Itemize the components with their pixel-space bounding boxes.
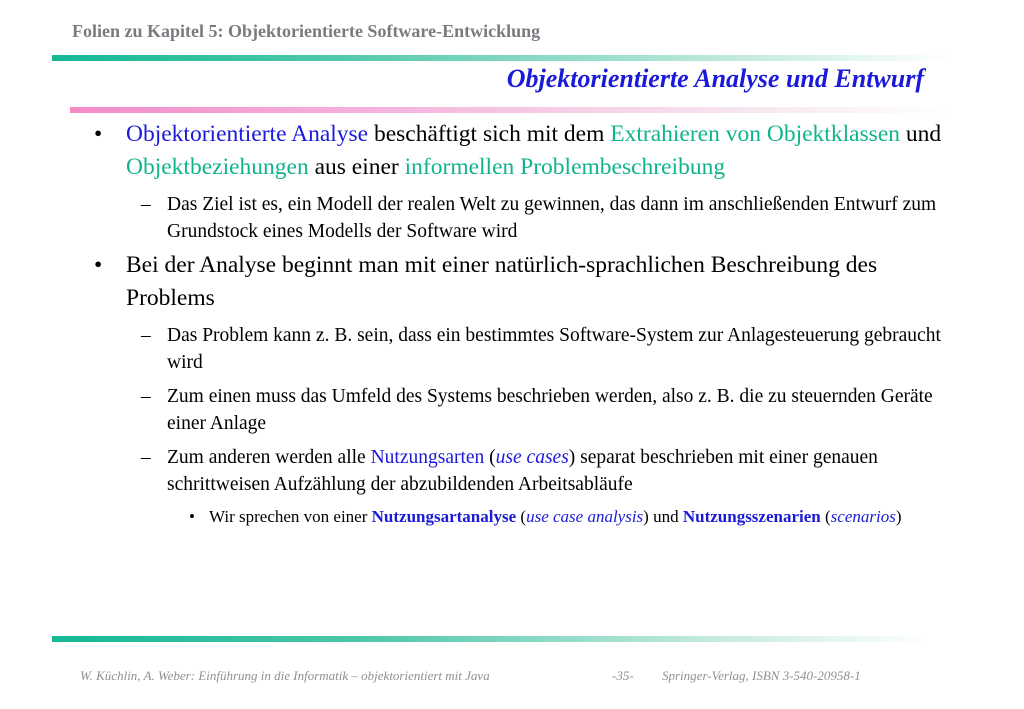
bullet-2 [0,249,1024,315]
dash-marker: – [141,386,151,407]
bullet-1 [0,118,1024,184]
bullet-marker: • [94,252,103,278]
header-title: Folien zu Kapitel 5: Objektorientierte Software-Entwicklung [72,21,541,41]
sub-sub-text: ( [820,507,831,526]
bullet-2-sub-1 [0,322,1024,376]
bullet-2-sub-1-text: Das Problem kann z. B. sein, dass ein bestimmtes Software-System zur Anlagesteuerung gebraucht wird [167,325,941,373]
bullet-1-text: beschäftigt sich mit dem [368,121,611,147]
page-number: -35- [612,668,634,683]
bullet-2-sub-3-text: Zum anderen werden alle [167,447,371,468]
dash-marker: – [141,325,151,346]
term-scenarios: scenarios [830,507,896,526]
sub-sub-text: ( [516,507,527,526]
bullet-1-text: aus einer [308,154,405,180]
bullet-marker: • [189,507,195,526]
term-objektbeziehungen: Objektbeziehungen [126,154,309,180]
term-extrahieren: Extrahieren von Objektklassen [610,121,900,147]
bullet-2-sub-2-text: Zum einen muss das Umfeld des Systems beschrieben werden, also z. B. die zu steuernden Geräte einer Anlage [167,386,933,434]
sub-sub-text: ) [895,507,902,526]
dash-marker: – [141,447,151,468]
sub-sub-text: ) und [643,507,683,526]
bullet-2-sub-3 [0,444,1024,498]
term-nutzungsarten: Nutzungsarten [370,447,485,468]
slide-title: Objektorientierte Analyse und Entwurf [506,64,924,93]
bullet-2-sub-3-text: ( [484,447,496,468]
bullet-2-sub-2 [0,383,1024,437]
bullet-2-text: Bei der Analyse beginnt man mit einer natürlich-sprachlichen Beschreibung des Problems [126,252,878,311]
header-divider [52,55,952,61]
sub-sub-text: Wir sprechen von einer [209,507,372,526]
bullet-2-sub-3-sub-1 [0,505,1024,529]
footer-authors: W. Küchlin, A. Weber: Einführung in die Informatik – objektorientiert mit Java [80,668,490,683]
slide-content [0,118,1024,529]
term-use-cases: use cases [495,447,569,468]
term-nutzungsszenarien: Nutzungsszenarien [682,507,821,526]
bullet-1-sub-1 [0,191,1024,245]
term-problembeschreibung: informellen Problembeschreibung [404,154,726,180]
footer [80,668,861,684]
term-objektorientierte-analyse: Objektorientierte Analyse [126,121,369,147]
bullet-2-sub-3-text: ) separat beschrieben mit einer genauen schrittweisen Aufzählung der abzubildenden Arbeitsabläufe [167,447,878,495]
bullet-1-sub-1-text: Das Ziel ist es, ein Modell der realen Welt zu gewinnen, das dann im anschließenden Entwurf zum Grundstock eines Modells der Software wird [167,194,937,242]
dash-marker: – [141,194,151,215]
term-use-case-analysis: use case analysis [526,507,644,526]
term-nutzungsartanalyse: Nutzungsartanalyse [371,507,517,526]
footer-divider [52,636,932,642]
bullet-marker: • [94,121,103,147]
title-divider [70,107,950,113]
bullet-1-text: und [900,121,942,147]
footer-publisher: Springer-Verlag, ISBN 3-540-20958-1 [662,668,861,683]
